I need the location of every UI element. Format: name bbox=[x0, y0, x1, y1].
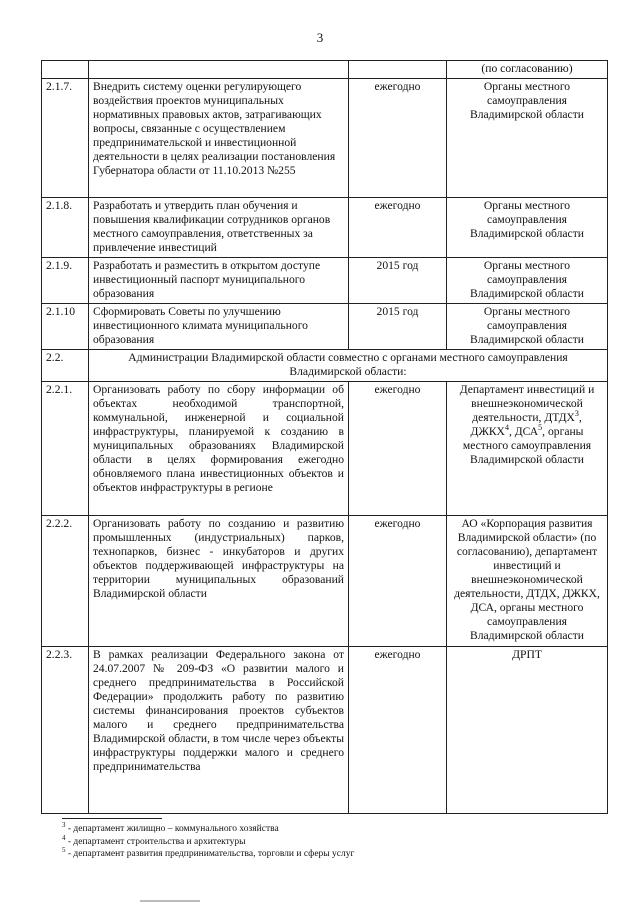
row-responsible bbox=[447, 382, 608, 516]
table-row bbox=[42, 79, 608, 198]
footnote-item bbox=[62, 845, 582, 861]
table-row bbox=[42, 198, 608, 258]
row-term: 2015 год bbox=[349, 258, 447, 304]
row-action: Разработать и утвердить план обучения и повышения квалификации сотрудников органов местного самоуправления, ответственных за привлечение инвестиций bbox=[89, 198, 349, 258]
section-number: 2.2. bbox=[42, 350, 89, 382]
cell-empty bbox=[349, 61, 447, 79]
footnote-mark: 5 bbox=[62, 845, 66, 854]
table-row bbox=[42, 304, 608, 350]
footnotes bbox=[62, 820, 582, 861]
row-number: 2.1.9. bbox=[42, 258, 89, 304]
row-responsible: Органы местного самоуправления Владимирской области bbox=[447, 198, 608, 258]
footnote-mark: 3 bbox=[62, 820, 66, 829]
row-action: В рамках реализации Федерального закона от 24.07.2007 № 209-ФЗ «О развитии малого и среднего предпринимательства в Российской Федерации» продолжить работу по развитию системы финансирования проектов субъектов малого и среднего предпринимательства Владимирской области, в том числе через объекты инфраструктуры поддержки малого и среднего предпринимательства bbox=[89, 647, 349, 814]
row-responsible: Органы местного самоуправления Владимирской области bbox=[447, 304, 608, 350]
row-action: Организовать работу по сбору информации об объектах необходимой транспортной, коммунальной, инженерной и социальной инфраструктуры, планируемой к созданию в муниципальных образованиях Владимирской области в целях формирования ежегодно обновляемого плана инвестиционных объектов и объектов инфраструктуры в регионе bbox=[89, 382, 349, 516]
row-term: ежегодно bbox=[349, 647, 447, 814]
table-row bbox=[42, 258, 608, 304]
continuation-row bbox=[42, 61, 608, 79]
footnote-ref: 5 bbox=[538, 423, 543, 433]
responsible-text: Департамент инвестиций и внешнеэкономической деятельности, ДТДХ bbox=[459, 383, 595, 424]
footnote-text: - департамент развития предпринимательства, торговли и сферы услуг bbox=[65, 849, 355, 859]
page-number: 3 bbox=[316, 30, 324, 45]
row-number: 2.1.10 bbox=[42, 304, 89, 350]
cell-empty bbox=[89, 61, 349, 79]
footnote-item bbox=[62, 820, 582, 836]
footnote-text: - департамент строительства и архитектуры bbox=[65, 836, 246, 847]
row-responsible: АО «Корпорация развития Владимирской области» (по согласованию), департамент инвестиций и внешнеэкономической деятельности, ДТДХ, ДЖКХ, ДСА, органы местного самоуправления Владимирской области bbox=[447, 516, 608, 647]
row-term: ежегодно bbox=[349, 516, 447, 647]
row-number: 2.2.1. bbox=[42, 382, 89, 516]
responsible-text: , органы местного самоуправления Владимирской области bbox=[462, 425, 592, 466]
row-term: 2015 год bbox=[349, 304, 447, 350]
row-responsible: Органы местного самоуправления Владимирской области bbox=[447, 79, 608, 198]
footnote-ref: 4 bbox=[504, 423, 509, 433]
footnote-ref: 3 bbox=[574, 409, 579, 419]
row-term: ежегодно bbox=[349, 79, 447, 198]
row-term: ежегодно bbox=[349, 198, 447, 258]
responsible-text: , ДСА bbox=[508, 425, 539, 438]
row-term: ежегодно bbox=[349, 382, 447, 516]
scan-artifact bbox=[140, 900, 200, 902]
row-action: Внедрить систему оценки регулирующего воздействия проектов муниципальных нормативных правовых актов, затрагивающих вопросы, связанные с осуществлением предпринимательской и инвестиционной деятельности в целях реализации постановления Губернатора области от 11.10.2013 №255 bbox=[89, 79, 349, 198]
row-number: 2.1.8. bbox=[42, 198, 89, 258]
row-responsible: Органы местного самоуправления Владимирской области bbox=[447, 258, 608, 304]
section-title: Администрации Владимирской области совместно с органами местного самоуправления Владимирской области: bbox=[89, 350, 608, 382]
footnote-text: - департамент жилищно – коммунального хозяйства bbox=[65, 824, 279, 834]
row-action: Сформировать Советы по улучшению инвестиционного климата муниципального образования bbox=[89, 304, 349, 350]
table-row bbox=[42, 516, 608, 647]
table-row bbox=[42, 382, 608, 516]
row-action: Разработать и разместить в открытом доступе инвестиционный паспорт муниципального образования bbox=[89, 258, 349, 304]
row-action: Организовать работу по созданию и развитию промышленных (индустриальных) парков, технопарков, бизнес - инкубаторов и других объектов поддерживающей инфраструктуры на территории муниципальных образований Владимирской области bbox=[89, 516, 349, 647]
row-number: 2.2.2. bbox=[42, 516, 89, 647]
row-number: 2.2.3. bbox=[42, 647, 89, 814]
cell-empty bbox=[42, 61, 89, 79]
footnote-mark: 4 bbox=[62, 833, 66, 842]
footnote-item bbox=[62, 833, 582, 849]
section-row bbox=[42, 350, 608, 382]
responsible-text: , ДЖКХ bbox=[470, 411, 582, 438]
row-responsible: ДРПТ bbox=[447, 647, 608, 814]
continuation-text: (по согласованию) bbox=[447, 61, 608, 79]
table-row bbox=[42, 647, 608, 814]
row-number: 2.1.7. bbox=[42, 79, 89, 198]
footnote-separator bbox=[62, 818, 162, 819]
action-plan-table bbox=[41, 60, 608, 814]
